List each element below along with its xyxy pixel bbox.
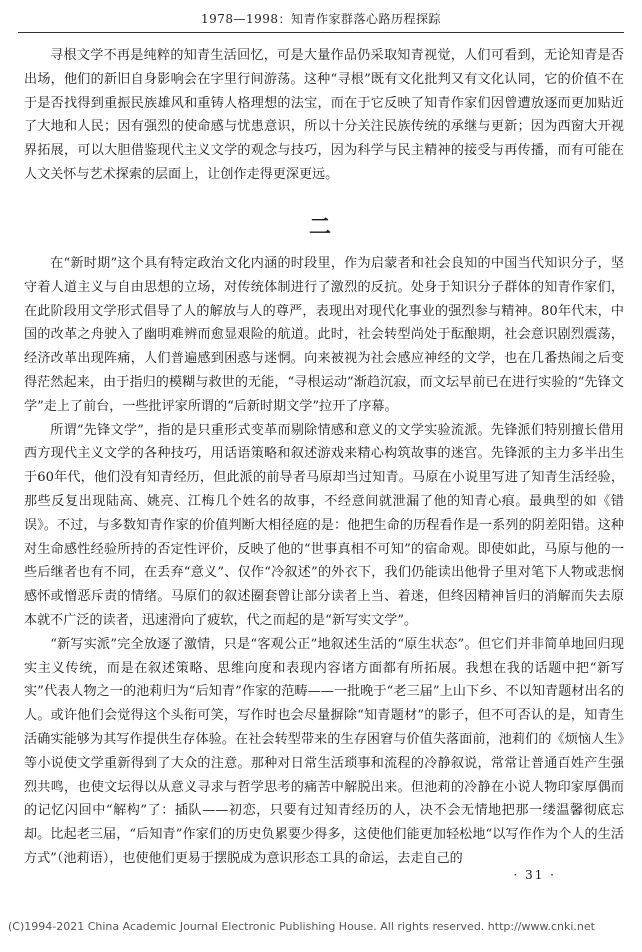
section-heading: 二 [308, 214, 333, 240]
paragraph: 在“新时期”这个具有特定政治文化内涵的时段里，作为启蒙者和社会良知的中国当代知识分子，坚守着人道主义与自由思想的立场，对传统体制进行了激烈的反抗。处身于知识分子群体的知青作家们，在此阶段用文学形式倡导了人的解放与人的尊严，表现出对现代化事业的强烈参与精神。80年代末，中国的改革之舟驶入了幽明难辨而愈显艰险的航道。此时，社会转型尚处于酝酿期，社会意识剧烈震荡，经济改革出现阵痛，人们普遍感到困惑与迷惘。向来被视为社会感应神经的文学，也在几番热闹之后变得茫然起来，由于指归的模糊与救世的无能，“寻根运动”渐趋沉寂，而文坛早前已在进行实验的“先锋文学”走上了前台，一些批评家所谓的“后新时期文学”拉开了序幕。 [24, 256, 624, 414]
header-rule [18, 32, 624, 33]
running-header: 1978—1998：知青作家群落心路历程探踪 [200, 12, 442, 26]
page-number: · 31 · [513, 868, 556, 882]
copyright-footer: (C)1994-2021 China Academic Journal Electronic Publishing House. All rights reserved. http://www.cnki.net [8, 920, 595, 933]
paragraph: “新写实派”完全放逐了激情，只是“客观公正”地叙述生活的“原生状态”。但它们并非简单地回归现实主义传统，而是在叙述策略、思维向度和表现内容诸方面都有所拓展。我想在我的话题中把“新写实”代表人物之一的池莉归为“后知青”作家的范畴——一批晚于“老三届”上山下乡、不以知青题材出名的人。或许他们会觉得这个头衔可笑，写作时也会尽量摒除“知青题材”的影子，但不可否认的是，知青生活确实能够为其写作提供生存体验。在社会转型带来的生存困窘与价值失落面前，池莉们的《烦恼人生》等小说使文学重新得到了大众的注意。那种对日常生活琐事和流程的冷静叙说，常常让普通百姓产生强烈共鸣，也使文坛得以从意义寻求与哲学思考的痛苦中解脱出来。但池莉的冷静在小说人物印家厚偶而的记忆闪回中“解构”了：插队——初恋，只要有过知青经历的人，决不会无情地把那一缕温馨彻底忘却。比起老三届，“后知青”作家们的历史负累要少得多，这使他们能更加轻松地“以写作作为个人的生活方式”（池莉语），也使他们更易于摆脱成为意识形态工具的命运，去走自己的 [24, 636, 624, 866]
main-text-block [24, 252, 624, 871]
paragraph: 所谓“先锋文学”，指的是只重形式变革而剔除情感和意义的文学实验流派。先锋派们特别擅长借用西方现代主义文学的各种技巧，用话语策略和叙述游戏来精心构筑故事的迷宫。先锋派的主力多半出生于60年代，他们没有知青经历，但此派的前导者马原却当过知青。马原在小说里写进了知青生活经验，那些反复出现陆高、姚亮、江梅几个姓名的故事，不经意间就泄漏了他的知青心痕。最典型的如《错误》。不过，与多数知青作家的价值判断大相径庭的是：他把生命的历程看作是一系列的阴差阳错。这种对生命感性经验所持的否定性评价，反映了他的“世事真相不可知”的宿命观。即使如此，马原与他的一些后继者也有不同，在丢弃“意义”、仅作“冷叙述”的外衣下，我们仍能读出他骨子里对笔下人物或悲悯感怀或憎恶斥责的情绪。马原们的叙述圈套曾让部分读者上当、着迷，但终因精神旨归的消解而失去原本就不广泛的读者，迅速滑向了疲软，代之而起的是“新写实文学”。 [24, 422, 624, 628]
paragraph: 寻根文学不再是纯粹的知青生活回忆，可是大量作品仍采取知青视觉，人们可看到，无论知青是否出场，他们的新旧自身影响会在字里行间游荡。这种“寻根”既有文化批判又有文化认同，它的价值不在于是否找得到重振民族雄风和重铸人格理想的法宝，而在于它反映了知青作家们因曾遭放逐而更加贴近了大地和人民；因有强烈的使命感与忧患意识，所以十分关注民族传统的承继与更新；因为西窗大开视界拓展，可以大胆借鉴现代主义文学的观念与技巧，因为科学与民主精神的接受与再传播，而有可能在人文关怀与艺术探索的层面上，让创作走得更深更远。 [24, 48, 624, 182]
intro-text-block [24, 44, 624, 187]
